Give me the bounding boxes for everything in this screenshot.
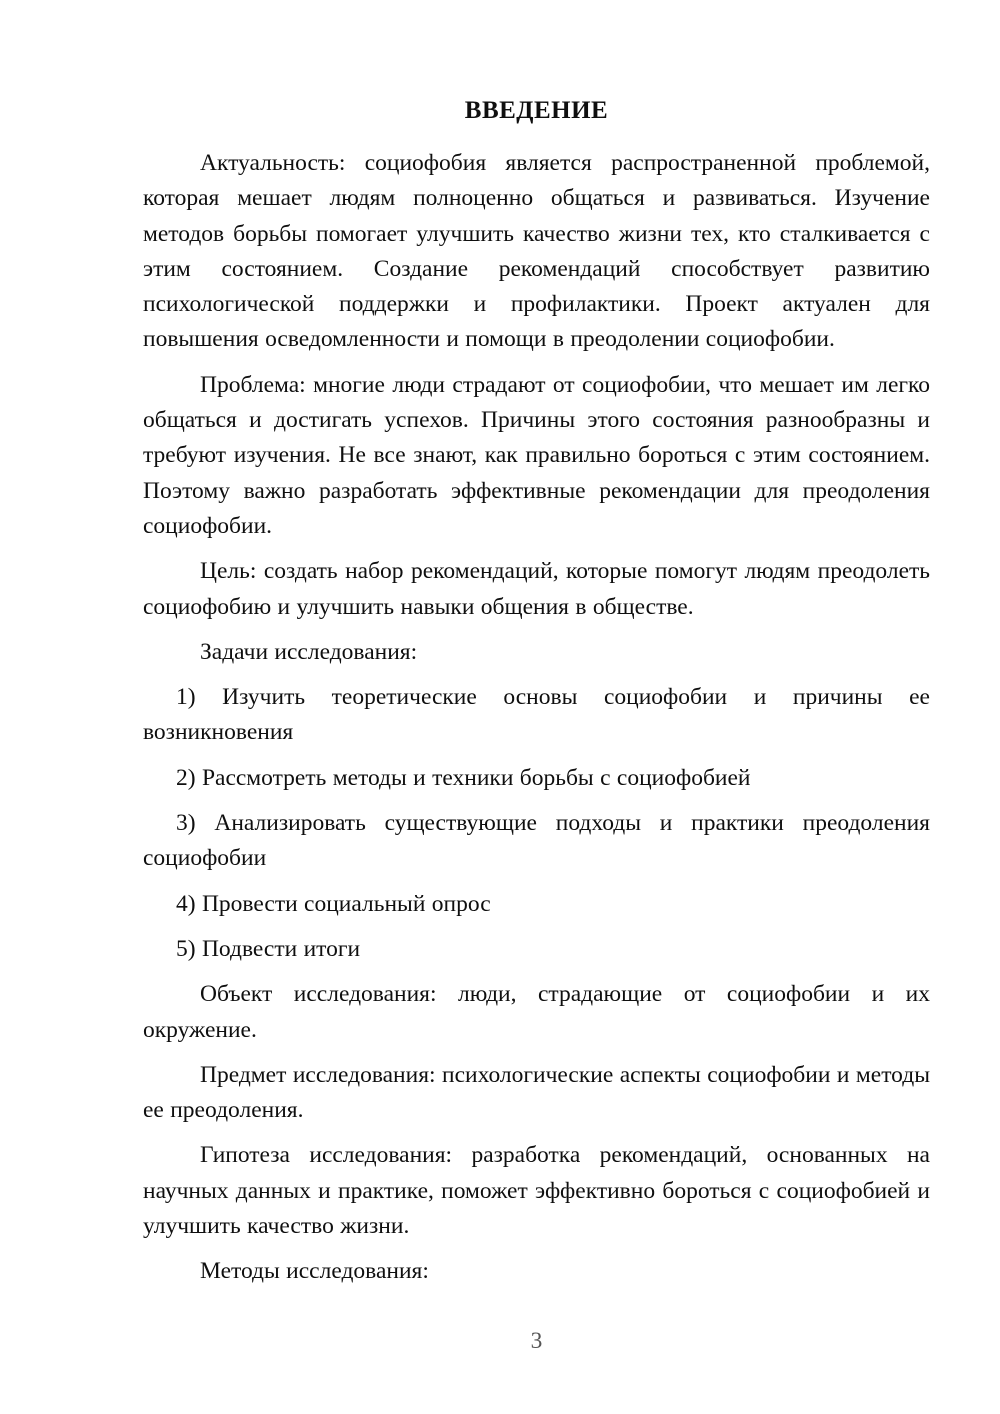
page-number: 3	[530, 1328, 543, 1354]
paragraph-goal: Цель: создать набор рекомендаций, которые помогут людям преодолеть социофобию и улучшить навыки общения в обществе.	[143, 558, 930, 620]
paragraph-hypothesis: Гипотеза исследования: разработка рекомендаций, основанных на научных данных и практике, поможет эффективно бороться с социофобией и улучшить качество жизни.	[143, 1142, 930, 1240]
methods-heading: Методы исследования:	[200, 1258, 429, 1285]
task-item-2: 2) Рассмотреть методы и техники борьбы с социофобией	[176, 764, 751, 791]
tasks-heading: Задачи исследования:	[200, 638, 418, 665]
paragraph-problem: Проблема: многие люди страдают от социофобии, что мешает им легко общаться и достигать успехов. Причины этого состояния разнообразны и требуют изучения. Не все знают, как правильно бороться с этим состоянием. Поэтому важно разработать эффективные рекомендации для преодоления социофобии.	[143, 371, 930, 539]
paragraph-relevance: Актуальность: социофобия является распространенной проблемой, которая мешает людям полноценно общаться и развиваться. Изучение методов борьбы помогает улучшить качество жизни тех, кто сталкивается с этим состоянием. Создание рекомендаций способствует развитию психологической поддержки и профилактики. Проект актуален для повышения осведомленности и помощи в преодолении социофобии.	[143, 150, 930, 353]
task-item-1: 1) Изучить теоретические основы социофобии и причины ее возникновения	[143, 684, 930, 746]
task-item-5: 5) Подвести итоги	[176, 935, 361, 962]
task-item-3: 3) Анализировать существующие подходы и практики преодоления социофобии	[143, 810, 930, 872]
page-title: ВВЕДЕНИЕ	[464, 97, 609, 124]
paragraph-subject: Предмет исследования: психологические аспекты социофобии и методы ее преодоления.	[143, 1061, 930, 1124]
paragraph-object: Объект исследования: люди, страдающие от социофобии и их окружение.	[143, 981, 930, 1043]
task-item-4: 4) Провести социальный опрос	[176, 890, 491, 917]
